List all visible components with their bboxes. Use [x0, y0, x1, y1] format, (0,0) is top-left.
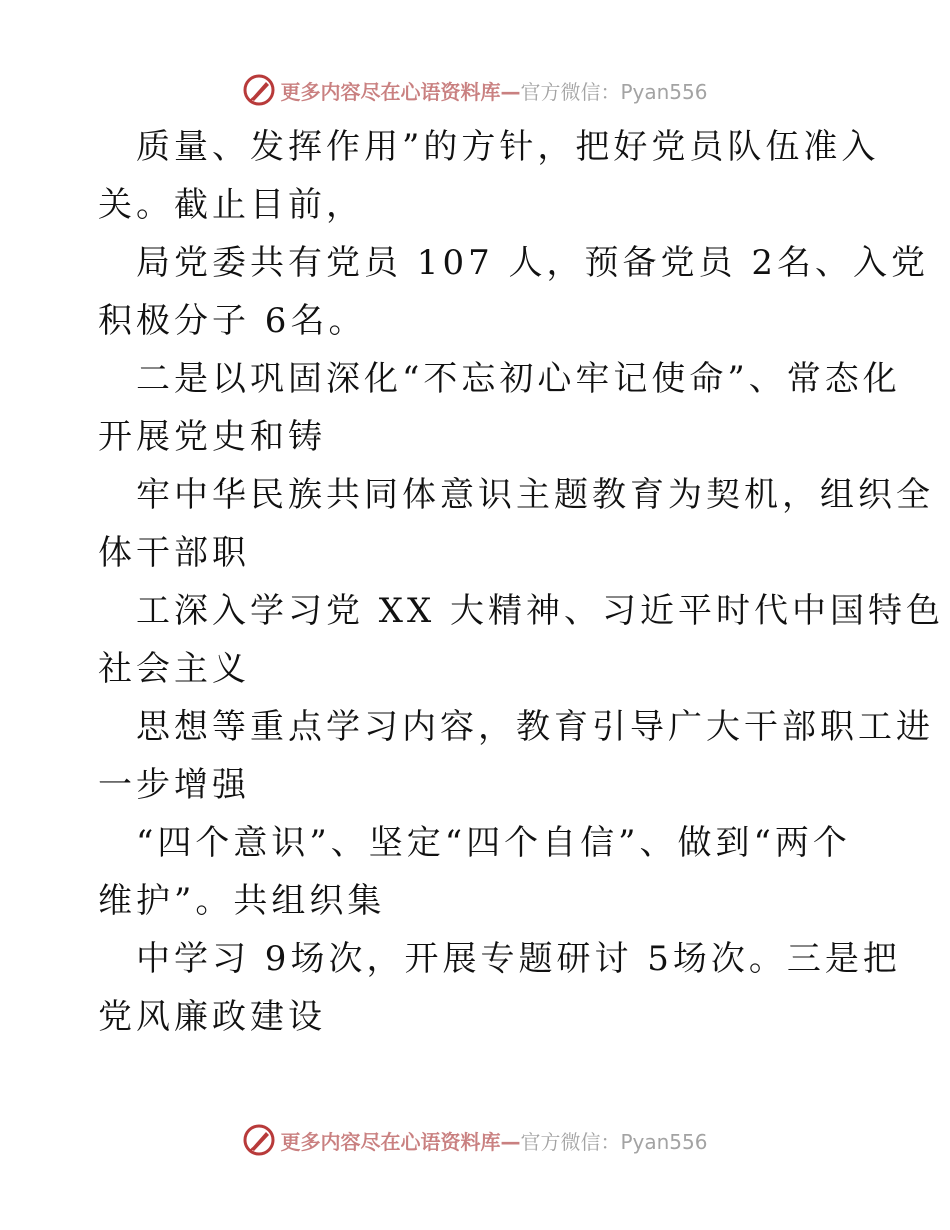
text-line: 积极分子 6名。 — [98, 301, 367, 341]
watermark-sub-text: 官方微信：Pyan556 — [520, 79, 708, 104]
text-line: 工深入学习党 XX 大精神、习近平时代中国特色 — [136, 591, 945, 631]
text-line: 维护”。共组织集 — [98, 881, 386, 921]
text-line: 牢中华民族共同体意识主题教育为契机，组织全 — [136, 475, 934, 515]
text-line: 开展党史和铸 — [98, 417, 326, 457]
text-line: 中学习 9场次，开展专题研讨 5场次。三是把 — [136, 939, 901, 979]
text-line: 一步增强 — [98, 765, 250, 805]
text-line: 思想等重点学习内容，教育引导广大干部职工进 — [136, 707, 934, 747]
text-line: 体干部职 — [98, 533, 250, 573]
watermark-main-text: 更多内容尽在心语资料库— — [280, 1129, 521, 1154]
footer-watermark — [0, 1120, 950, 1160]
text-line: “四个意识”、坚定“四个自信”、做到“两个 — [136, 823, 851, 863]
document-body — [98, 118, 945, 1046]
text-line: 社会主义 — [98, 649, 250, 689]
watermark-text — [280, 76, 707, 105]
watermark-sub-text: 官方微信：Pyan556 — [520, 1129, 708, 1154]
text-line: 局党委共有党员 107 人，预备党员 2名、入党 — [136, 243, 929, 283]
text-line: 党风廉政建设 — [98, 997, 326, 1037]
text-line: 关。截止目前， — [98, 185, 364, 225]
quill-logo-icon — [242, 73, 276, 107]
quill-logo-icon — [242, 1123, 276, 1157]
header-watermark — [0, 70, 950, 110]
text-line: 二是以巩固深化“不忘初心牢记使命”、常态化 — [136, 359, 901, 399]
watermark-main-text: 更多内容尽在心语资料库— — [280, 79, 521, 104]
text-line: 质量、发挥作用”的方针，把好党员队伍准入 — [136, 127, 880, 167]
watermark-text — [280, 1126, 707, 1155]
